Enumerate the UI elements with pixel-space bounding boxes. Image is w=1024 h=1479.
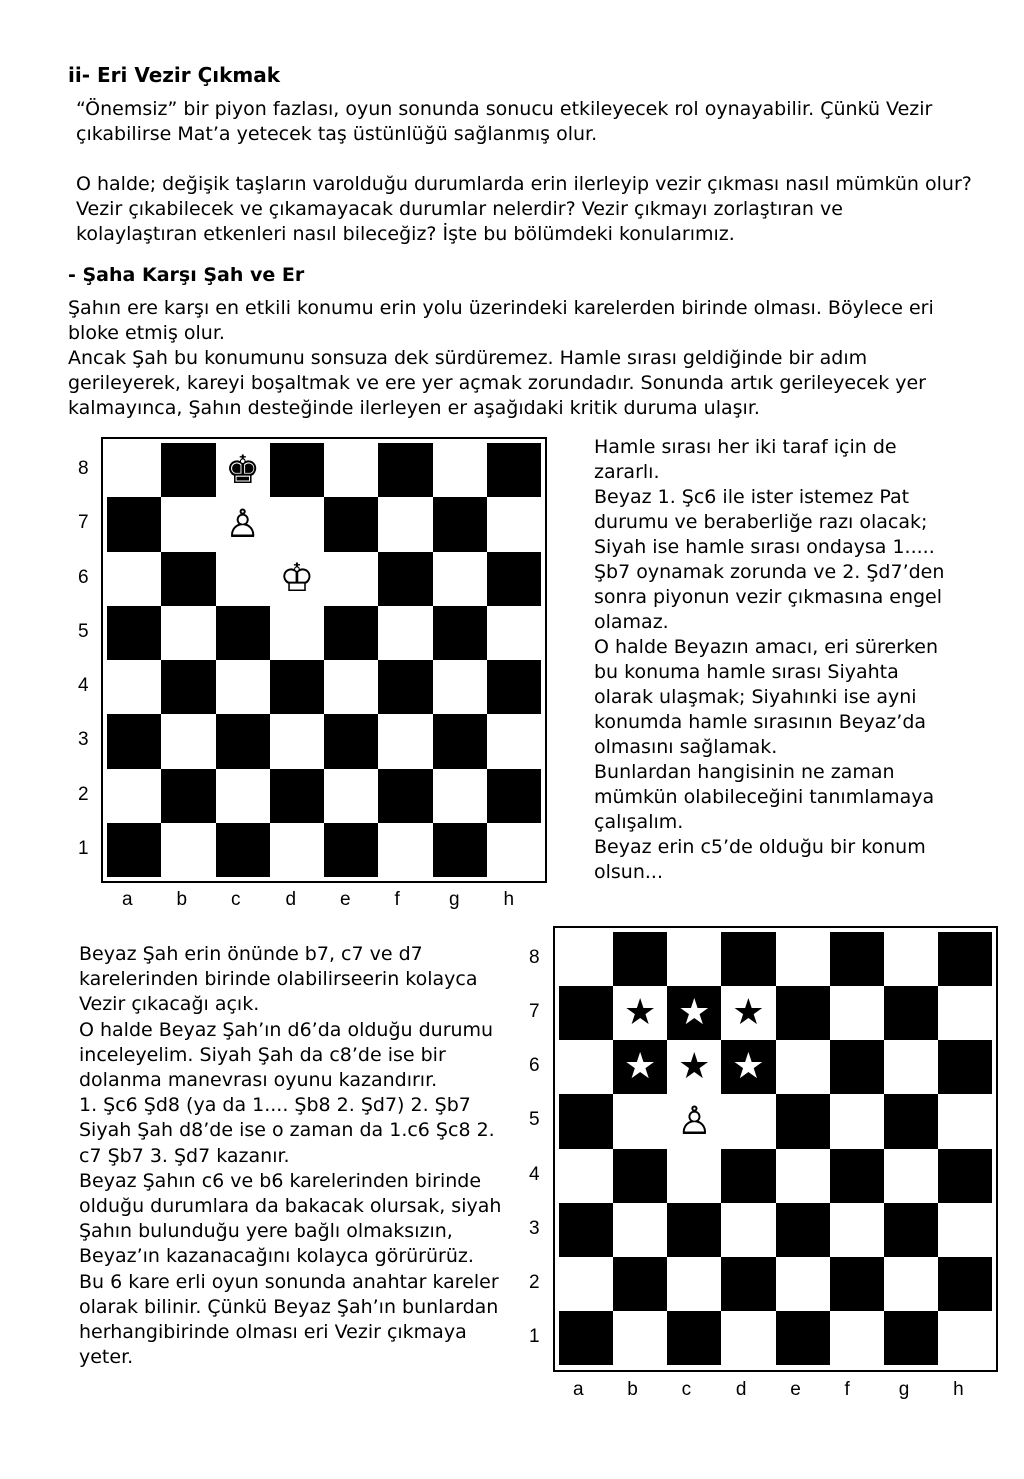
- square-a7: [559, 986, 613, 1040]
- square-e6: [324, 552, 378, 606]
- square-g4: [884, 1149, 938, 1203]
- square-f7: [830, 986, 884, 1040]
- file-label: a: [573, 1379, 584, 1400]
- file-label: d: [735, 1379, 747, 1400]
- left-column-text-line: dolanma manevrası oyunu kazandırır.: [79, 1069, 438, 1091]
- square-b6: [161, 552, 215, 606]
- rank-label: 6: [78, 566, 89, 588]
- square-e4: [324, 660, 378, 714]
- right-column-text-line: Bunlardan hangisinin ne zaman: [594, 761, 895, 783]
- white-pawn-icon: ♙: [225, 501, 261, 547]
- left-column-text-line: O halde Beyaz Şah’ın d6’da olduğu durumu: [79, 1018, 494, 1041]
- square-a6: [559, 1040, 613, 1094]
- square-d8: [270, 443, 324, 497]
- square-e5: [776, 1094, 830, 1148]
- file-label: f: [394, 889, 400, 910]
- square-d3: [721, 1203, 775, 1257]
- board-grid: [559, 932, 992, 1365]
- left-column-text-line: herhangibirinde olması eri Vezir çıkmaya: [79, 1321, 467, 1343]
- square-e8: [776, 932, 830, 986]
- square-a4: [107, 660, 161, 714]
- square-g5: [884, 1094, 938, 1148]
- file-label: g: [449, 889, 460, 910]
- square-b8: [161, 443, 215, 497]
- left-column-text-line: c7 Şb7 3. Şd7 kazanır.: [79, 1144, 290, 1167]
- square-f6: [830, 1040, 884, 1094]
- right-column-text-line: konumda hamle sırasının Beyaz’da: [594, 711, 927, 733]
- square-b3: [161, 714, 215, 768]
- key-square-star-icon: ★: [624, 992, 657, 1034]
- square-d1: [270, 823, 324, 877]
- square-c5: [667, 1094, 721, 1148]
- square-f5: [378, 606, 432, 660]
- square-c3: [667, 1203, 721, 1257]
- rank-label: 5: [529, 1109, 540, 1131]
- question-line: kolaylaştıran etkenleri nasıl bileceğiz? İşte bu bölümdeki konularımız.: [76, 223, 735, 245]
- square-d3: [270, 714, 324, 768]
- square-g4: [433, 660, 487, 714]
- square-d7: [721, 986, 775, 1040]
- square-c7: [216, 497, 270, 551]
- square-f3: [830, 1203, 884, 1257]
- question-line: Vezir çıkabilecek ve çıkamayacak durumlar nelerdir? Vezir çıkmayı zorlaştıran ve: [76, 198, 843, 220]
- right-column-text-line: mümkün olabileceğini tanımlamaya: [594, 786, 935, 808]
- square-a6: [107, 552, 161, 606]
- right-column-text-line: sonra piyonun vezir çıkmasına engel: [594, 586, 943, 608]
- square-f8: [830, 932, 884, 986]
- file-label: f: [844, 1379, 850, 1400]
- right-column-text-line: Beyaz erin c5’de olduğu bir konum: [594, 836, 926, 858]
- subsection-line: Şahın ere karşı en etkili konumu erin yolu üzerindeki karelerden birinde olması. Böylece eri: [68, 297, 934, 319]
- file-label: b: [627, 1379, 638, 1400]
- square-h6: [938, 1040, 992, 1094]
- square-e1: [324, 823, 378, 877]
- square-h5: [487, 606, 541, 660]
- white-king-icon: ♔: [279, 556, 315, 602]
- right-column-text-line: zararlı.: [594, 461, 660, 483]
- square-c8: [216, 443, 270, 497]
- square-h8: [938, 932, 992, 986]
- left-column-text-line: Siyah Şah d8’de ise o zaman da 1.c6 Şc8 2.: [79, 1119, 495, 1142]
- square-d8: [721, 932, 775, 986]
- square-c6: [667, 1040, 721, 1094]
- subsection-title: - Şaha Karşı Şah ve Er: [68, 264, 305, 286]
- left-column-text-line: Vezir çıkacağı açık.: [79, 993, 260, 1016]
- square-g6: [884, 1040, 938, 1094]
- square-a5: [559, 1094, 613, 1148]
- right-column-text-line: olarak ulaşmak; Siyahınki ise ayni: [594, 686, 917, 708]
- left-column-text-line: inceleyelim. Siyah Şah da c8’de ise bir: [79, 1043, 446, 1066]
- left-column-text-line: Bu 6 kare erli oyun sonunda anahtar kareler: [79, 1270, 499, 1293]
- square-h2: [487, 769, 541, 823]
- square-e5: [324, 606, 378, 660]
- square-g8: [433, 443, 487, 497]
- square-h3: [938, 1203, 992, 1257]
- square-g3: [433, 714, 487, 768]
- file-label: e: [790, 1379, 801, 1400]
- file-label: a: [122, 889, 133, 910]
- square-f5: [830, 1094, 884, 1148]
- rank-label: 3: [78, 729, 89, 751]
- square-f3: [378, 714, 432, 768]
- square-g1: [884, 1311, 938, 1365]
- square-h2: [938, 1257, 992, 1311]
- rank-label: 4: [529, 1163, 540, 1185]
- square-c4: [216, 660, 270, 714]
- square-g7: [433, 497, 487, 551]
- square-e7: [324, 497, 378, 551]
- square-d1: [721, 1311, 775, 1365]
- key-square-star-icon: ★: [678, 992, 711, 1034]
- rank-label: 5: [78, 620, 89, 642]
- file-label: g: [898, 1379, 910, 1400]
- intro-line: çıkabilirse Mat’a yetecek taş üstünlüğü sağlanmış olur.: [76, 123, 598, 145]
- rank-label: 7: [529, 1001, 540, 1023]
- square-g1: [433, 823, 487, 877]
- square-c4: [667, 1149, 721, 1203]
- square-g7: [884, 986, 938, 1040]
- rank-label: 4: [78, 675, 89, 697]
- square-e1: [776, 1311, 830, 1365]
- square-b4: [613, 1149, 667, 1203]
- square-h5: [938, 1094, 992, 1148]
- square-a8: [559, 932, 613, 986]
- square-c2: [667, 1257, 721, 1311]
- subsection-line: gerileyerek, kareyi boşaltmak ve ere yer açmak zorundadır. Sonunda artık gerileyecek yer: [68, 372, 926, 394]
- right-column-text-line: Şb7 oynamak zorunda ve 2. Şd7’den: [594, 561, 945, 583]
- subsection-line: kalmayınca, Şahın desteğinde ilerleyen er aşağıdaki kritik duruma ulaşır.: [68, 397, 760, 419]
- square-b4: [161, 660, 215, 714]
- left-column-text-line: Beyaz’ın kazanacağını kolayca görürürüz.: [79, 1245, 474, 1268]
- file-label: e: [340, 889, 351, 910]
- square-d6: [270, 552, 324, 606]
- white-pawn-icon: ♙: [676, 1098, 712, 1144]
- square-b5: [161, 606, 215, 660]
- square-f7: [378, 497, 432, 551]
- square-b8: [613, 932, 667, 986]
- file-label: h: [503, 889, 515, 910]
- square-c7: [667, 986, 721, 1040]
- square-a1: [559, 1311, 613, 1365]
- square-f6: [378, 552, 432, 606]
- square-d5: [270, 606, 324, 660]
- square-h1: [487, 823, 541, 877]
- square-b7: [161, 497, 215, 551]
- left-column-text-line: karelerinden birinde olabilirseerin kolayca: [79, 968, 478, 991]
- square-c6: [216, 552, 270, 606]
- rank-label: 1: [529, 1325, 540, 1347]
- key-square-star-icon: ★: [678, 1046, 711, 1088]
- square-e2: [776, 1257, 830, 1311]
- square-f1: [378, 823, 432, 877]
- rank-label: 3: [529, 1217, 540, 1239]
- right-column-text-line: Hamle sırası her iki taraf için de: [594, 436, 897, 458]
- square-e3: [776, 1203, 830, 1257]
- square-d4: [721, 1149, 775, 1203]
- rank-label: 1: [78, 837, 89, 859]
- file-label: b: [176, 889, 188, 910]
- square-g6: [433, 552, 487, 606]
- square-c2: [216, 769, 270, 823]
- rank-label: 8: [529, 947, 540, 969]
- square-g8: [884, 932, 938, 986]
- square-b5: [613, 1094, 667, 1148]
- rank-label: 7: [78, 512, 89, 534]
- square-h6: [487, 552, 541, 606]
- square-h7: [938, 986, 992, 1040]
- square-f4: [830, 1149, 884, 1203]
- square-a8: [107, 443, 161, 497]
- left-column-text-line: 1. Şc6 Şd8 (ya da 1.... Şb8 2. Şd7) 2. Şb7: [79, 1094, 471, 1117]
- square-e3: [324, 714, 378, 768]
- square-b1: [613, 1311, 667, 1365]
- file-label: c: [231, 889, 241, 910]
- square-f2: [378, 769, 432, 823]
- square-a5: [107, 606, 161, 660]
- square-h8: [487, 443, 541, 497]
- subsection-line: Ancak Şah bu konumunu sonsuza dek sürdüremez. Hamle sırası geldiğinde bir adım: [68, 347, 868, 369]
- square-a3: [559, 1203, 613, 1257]
- file-label: h: [953, 1379, 964, 1400]
- square-f1: [830, 1311, 884, 1365]
- rank-label: 6: [529, 1055, 540, 1077]
- right-column-text-line: Beyaz 1. Şc6 ile ister istemez Pat: [594, 486, 910, 508]
- key-square-star-icon: ★: [624, 1046, 657, 1088]
- right-column-text-line: olamaz.: [594, 611, 669, 633]
- right-column-text-line: durumu ve beraberliğe razı olacak;: [594, 511, 928, 533]
- square-b6: [613, 1040, 667, 1094]
- left-column-text-line: Şahın bulunduğu yere bağlı olmaksızın,: [79, 1220, 453, 1243]
- rank-label: 8: [78, 458, 89, 480]
- file-label: c: [681, 1379, 692, 1400]
- right-column-text-line: olsun...: [594, 861, 664, 883]
- left-column-text-line: olduğu durumlara da bakacak olursak, siyah: [79, 1195, 502, 1217]
- right-column-text-line: Siyah ise hamle sırası ondaysa 1.....: [594, 536, 935, 558]
- square-h4: [487, 660, 541, 714]
- section-title: ii- Eri Vezir Çıkmak: [68, 63, 281, 87]
- board-grid: [107, 443, 541, 877]
- square-d2: [721, 1257, 775, 1311]
- square-f8: [378, 443, 432, 497]
- square-d5: [721, 1094, 775, 1148]
- square-h4: [938, 1149, 992, 1203]
- square-a1: [107, 823, 161, 877]
- left-column-text-line: olarak bilinir. Çünkü Beyaz Şah’ın bunlardan: [79, 1295, 499, 1318]
- square-h7: [487, 497, 541, 551]
- square-f4: [378, 660, 432, 714]
- square-a2: [107, 769, 161, 823]
- left-column-text-line: Beyaz Şah erin önünde b7, c7 ve d7: [79, 943, 423, 965]
- square-b2: [161, 769, 215, 823]
- square-b1: [161, 823, 215, 877]
- right-column-text-line: O halde Beyazın amacı, eri sürerken: [594, 636, 939, 658]
- square-g2: [884, 1257, 938, 1311]
- square-e4: [776, 1149, 830, 1203]
- square-c3: [216, 714, 270, 768]
- square-g2: [433, 769, 487, 823]
- square-d4: [270, 660, 324, 714]
- square-c5: [216, 606, 270, 660]
- square-e7: [776, 986, 830, 1040]
- square-b2: [613, 1257, 667, 1311]
- left-column-text-line: yeter.: [79, 1346, 134, 1369]
- square-b3: [613, 1203, 667, 1257]
- file-label: d: [285, 889, 297, 910]
- square-f2: [830, 1257, 884, 1311]
- rank-label: 2: [529, 1271, 540, 1293]
- square-a3: [107, 714, 161, 768]
- square-e6: [776, 1040, 830, 1094]
- key-square-star-icon: ★: [732, 1046, 765, 1088]
- square-d6: [721, 1040, 775, 1094]
- question-line: O halde; değişik taşların varolduğu durumlarda erin ilerleyip vezir çıkması nasıl mümkün olur?: [76, 173, 972, 195]
- intro-line: “Önemsiz” bir piyon fazlası, oyun sonunda sonucu etkileyecek rol oynayabilir. Çünkü Vezir: [76, 98, 933, 120]
- square-d2: [270, 769, 324, 823]
- square-c8: [667, 932, 721, 986]
- square-a4: [559, 1149, 613, 1203]
- black-king-icon: ♚: [225, 447, 261, 493]
- square-h1: [938, 1311, 992, 1365]
- square-h3: [487, 714, 541, 768]
- left-column-text-line: Beyaz Şahın c6 ve b6 karelerinden birinde: [79, 1169, 482, 1192]
- square-d7: [270, 497, 324, 551]
- square-g3: [884, 1203, 938, 1257]
- square-e2: [324, 769, 378, 823]
- right-column-text-line: bu konuma hamle sırası Siyahta: [594, 661, 899, 683]
- subsection-line: bloke etmiş olur.: [68, 322, 225, 344]
- square-a7: [107, 497, 161, 551]
- square-c1: [216, 823, 270, 877]
- square-e8: [324, 443, 378, 497]
- square-b7: [613, 986, 667, 1040]
- key-square-star-icon: ★: [732, 992, 765, 1034]
- right-column-text-line: olmasını sağlamak.: [594, 736, 778, 758]
- square-g5: [433, 606, 487, 660]
- right-column-text-line: çalışalım.: [594, 811, 684, 833]
- square-a2: [559, 1257, 613, 1311]
- rank-label: 2: [78, 783, 89, 805]
- square-c1: [667, 1311, 721, 1365]
